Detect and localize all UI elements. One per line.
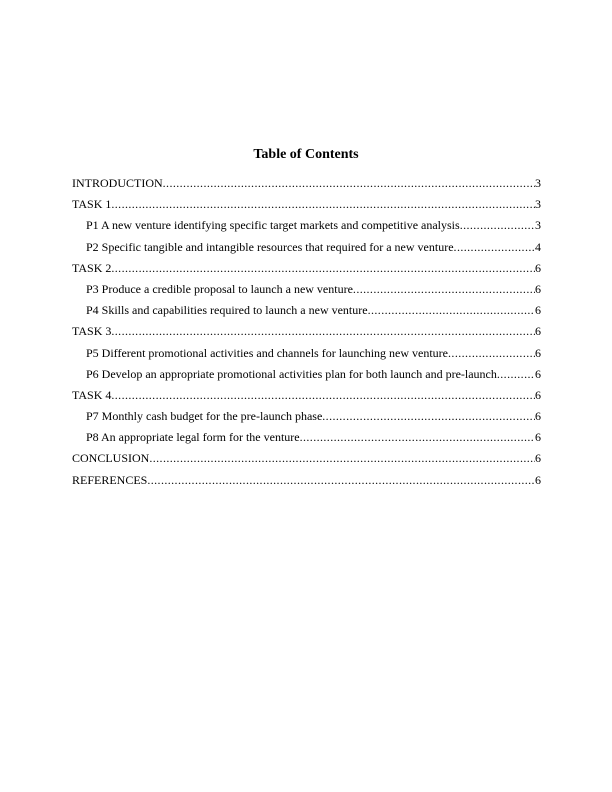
toc-entry-label: TASK 2	[72, 260, 112, 275]
toc-entry-page: 3	[535, 218, 541, 233]
toc-leader-dots	[460, 215, 535, 236]
toc-entry-page: 6	[535, 345, 541, 360]
toc-entry-p4[interactable]	[72, 300, 541, 321]
toc-entry-label: TASK 1	[72, 197, 112, 212]
toc-leader-dots	[163, 173, 535, 194]
toc-entry-page: 6	[535, 409, 541, 424]
toc-leader-dots	[111, 194, 535, 215]
table-of-contents	[72, 173, 541, 491]
toc-leader-dots	[300, 427, 535, 448]
toc-entry-task-2[interactable]	[72, 258, 541, 279]
toc-entry-task-1[interactable]	[72, 194, 541, 215]
toc-entry-p7[interactable]	[72, 406, 541, 427]
toc-leader-dots	[147, 470, 535, 491]
toc-entry-p6[interactable]	[72, 364, 541, 385]
toc-entry-label: INTRODUCTION	[72, 176, 163, 190]
toc-entry-page: 6	[535, 430, 541, 445]
toc-entry-label: TASK 3	[72, 324, 112, 339]
toc-entry-label: P1 A new venture identifying specific target markets and competitive analysis	[86, 218, 460, 233]
toc-entry-references[interactable]	[72, 470, 541, 491]
toc-leader-dots	[368, 300, 535, 321]
toc-leader-dots	[111, 385, 535, 406]
toc-entry-page: 6	[535, 472, 541, 487]
toc-entry-label: P4 Skills and capabilities required to launch a new venture	[86, 303, 368, 318]
toc-entry-label: P6 Develop an appropriate promotional activities plan for both launch and pre-launch	[86, 366, 497, 381]
toc-entry-page: 6	[535, 451, 541, 466]
toc-entry-label: P7 Monthly cash budget for the pre-launch phase	[86, 409, 323, 424]
toc-entry-page: 6	[535, 366, 541, 381]
toc-leader-dots	[448, 343, 535, 364]
toc-entry-p3[interactable]	[72, 279, 541, 300]
toc-entry-label: P2 Specific tangible and intangible resources that required for a new venture	[86, 239, 454, 254]
toc-entry-page: 6	[535, 281, 541, 296]
toc-entry-page: 4	[535, 239, 541, 254]
toc-entry-page: 6	[535, 387, 541, 402]
toc-leader-dots	[322, 406, 535, 427]
toc-entry-conclusion[interactable]	[72, 448, 541, 469]
toc-entry-p2[interactable]	[72, 237, 541, 258]
toc-leader-dots	[454, 237, 535, 258]
toc-leader-dots	[353, 279, 535, 300]
toc-entry-page: 3	[535, 176, 541, 190]
toc-entry-introduction[interactable]	[72, 173, 541, 194]
toc-leader-dots	[149, 448, 535, 469]
toc-leader-dots	[111, 258, 535, 279]
toc-title: Table of Contents	[253, 147, 359, 162]
toc-entry-task-3[interactable]	[72, 321, 541, 342]
toc-entry-label: P3 Produce a credible proposal to launch a new venture	[86, 281, 353, 296]
toc-entry-page: 6	[535, 260, 541, 275]
toc-entry-task-4[interactable]	[72, 385, 541, 406]
toc-entry-label: P8 An appropriate legal form for the venture	[86, 430, 300, 445]
toc-entry-p8[interactable]	[72, 427, 541, 448]
toc-entry-label: REFERENCES	[72, 472, 148, 487]
toc-entry-label: CONCLUSION	[72, 451, 150, 466]
toc-entry-page: 3	[535, 197, 541, 212]
toc-entry-label: P5 Different promotional activities and channels for launching new venture	[86, 345, 449, 360]
toc-entry-page: 6	[535, 324, 541, 339]
toc-entry-p5[interactable]	[72, 343, 541, 364]
toc-leader-dots	[111, 321, 535, 342]
toc-entry-p1[interactable]	[72, 215, 541, 236]
toc-entry-label: TASK 4	[72, 387, 112, 402]
toc-leader-dots	[497, 364, 535, 385]
toc-entry-page: 6	[535, 303, 541, 318]
